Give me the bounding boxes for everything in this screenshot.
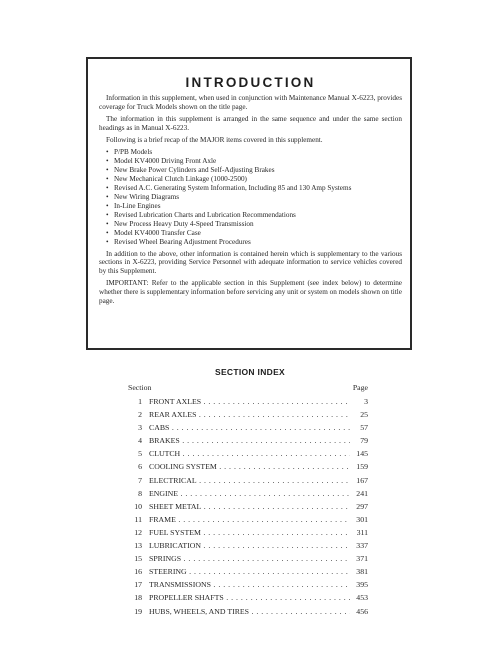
section-name: FUEL SYSTEM . . . [149, 526, 350, 539]
major-item [106, 229, 402, 238]
section-number: 17 [134, 580, 142, 590]
major-item [106, 166, 402, 175]
intro-paragraph: In addition to the above, other information is contained herein which is supplementary to the various sections in X-6223, providing Service Personnel with adequate information to service vehicles covered by this Supplement. [99, 249, 402, 276]
index-row[interactable] [128, 434, 368, 447]
bullet-icon: • [106, 183, 109, 192]
section-name: SPRINGS . . . [149, 552, 350, 565]
page-number: 297 [355, 500, 368, 513]
page-number: 381 [355, 565, 368, 578]
page-number: 311 [356, 526, 368, 539]
index-row[interactable] [128, 578, 368, 591]
major-item-label: Model KV4000 Driving Front Axle [114, 156, 217, 165]
bullet-icon: • [106, 219, 109, 228]
bullet-icon: • [106, 165, 109, 174]
page-number: 453 [355, 591, 368, 604]
major-item-label: Revised Lubrication Charts and Lubrication Recommendations [114, 210, 296, 219]
section-number: 13 [134, 541, 142, 551]
index-row[interactable] [128, 552, 368, 565]
page-number: 395 [355, 578, 368, 591]
introduction-title: INTRODUCTION [185, 75, 316, 90]
major-item-label: New Process Heavy Duty 4-Speed Transmission [114, 219, 254, 228]
section-name: CLUTCH . . . [149, 447, 350, 460]
major-item-label: New Wiring Diagrams [114, 192, 180, 201]
section-name: ENGINE . . . [149, 487, 350, 500]
section-number: 6 [138, 462, 142, 472]
index-row[interactable] [128, 565, 368, 578]
major-item [106, 238, 402, 247]
page-column-header: Page [352, 383, 368, 392]
major-item [106, 211, 402, 220]
bullet-icon: • [106, 147, 109, 156]
index-row[interactable] [128, 591, 368, 604]
major-item-label: New Brake Power Cylinders and Self-Adjusting Brakes [114, 165, 275, 174]
major-item-label: New Mechanical Clutch Linkage (1000-2500) [114, 174, 247, 183]
index-row[interactable] [128, 408, 368, 421]
major-item [106, 220, 402, 229]
major-item [106, 157, 402, 166]
section-name: LUBRICATION . . . [149, 539, 350, 552]
page-number: 145 [355, 447, 368, 460]
index-row[interactable] [128, 395, 368, 408]
major-item [106, 184, 402, 193]
page-number: 456 [355, 605, 368, 618]
major-item-label: In-Line Engines [114, 201, 161, 210]
page-number: 159 [355, 460, 368, 473]
section-number: 8 [138, 488, 142, 498]
section-name: PROPELLER SHAFTS . . . [149, 591, 350, 604]
page-number: 57 [359, 421, 368, 434]
page-number: 3 [363, 395, 368, 408]
major-item-label: P/PB Models [114, 147, 153, 156]
major-item [106, 202, 402, 211]
section-number: 16 [134, 567, 142, 577]
major-item [106, 175, 402, 184]
index-row[interactable] [128, 474, 368, 487]
index-row[interactable] [128, 526, 368, 539]
section-index-list [128, 395, 368, 618]
page-number: 301 [355, 513, 368, 526]
section-name: SHEET METAL . . . [149, 500, 350, 513]
bullet-icon: • [106, 156, 109, 165]
section-name: COOLING SYSTEM . . . [149, 460, 350, 473]
bullet-icon: • [106, 174, 109, 183]
section-number: 10 [134, 501, 142, 511]
index-row[interactable] [128, 513, 368, 526]
major-item [106, 193, 402, 202]
introduction-box [86, 57, 412, 350]
intro-paragraph: IMPORTANT: Refer to the applicable section in this Supplement (see index below) to determine whether there is supplementary information before servicing any unit or system on models shown on title page. [99, 279, 402, 306]
section-number: 1 [138, 397, 142, 406]
section-number: 15 [134, 554, 142, 564]
index-row[interactable] [128, 447, 368, 460]
section-name: ELECTRICAL . . . [149, 474, 350, 487]
section-name: BRAKES . . . [149, 434, 350, 447]
section-number: 12 [134, 527, 142, 537]
section-name: FRAME . . . [149, 513, 350, 526]
page-number: 337 [355, 539, 368, 552]
section-name: REAR AXLES . . . [149, 408, 350, 421]
section-number: 4 [138, 436, 142, 446]
page-number: 241 [355, 487, 368, 500]
index-row[interactable] [128, 421, 368, 434]
major-item-label: Model KV4000 Transfer Case [114, 228, 201, 237]
page-number: 79 [359, 434, 368, 447]
intro-paragraph: The information in this supplement is arranged in the same sequence and under the same section headings as in Manual X-6223. [99, 114, 402, 132]
section-index-title: SECTION INDEX [214, 367, 286, 377]
bullet-icon: • [106, 210, 109, 219]
intro-paragraph: Information in this supplement, when used in conjunction with Maintenance Manual X-6223, provides coverage for Truck Models shown on the title page. [99, 94, 402, 111]
index-row[interactable] [128, 500, 368, 513]
section-number: 5 [138, 449, 142, 459]
section-name: TRANSMISSIONS . . . [149, 578, 350, 591]
section-number: 7 [138, 475, 142, 485]
bullet-icon: • [106, 201, 109, 210]
intro-paragraph: Following is a brief recap of the MAJOR items covered in this supplement. [106, 135, 323, 144]
section-number: 3 [138, 423, 142, 433]
major-items-list [99, 148, 402, 247]
section-number: 18 [134, 593, 142, 603]
section-name: FRONT AXLES . . . [149, 395, 350, 408]
page-number: 371 [355, 552, 368, 565]
section-column-header: Section [128, 383, 152, 392]
section-number: 2 [138, 410, 142, 420]
bullet-icon: • [106, 192, 109, 201]
major-item-label: Revised A.C. Generating System Information, Including 85 and 130 Amp Systems [114, 183, 352, 192]
section-number: 11 [134, 514, 142, 524]
page-number: 25 [359, 408, 368, 421]
index-row[interactable] [128, 487, 368, 500]
major-item [106, 148, 402, 157]
page-number: 167 [355, 474, 368, 487]
section-name: STEERING . . . [149, 565, 350, 578]
index-row[interactable] [128, 539, 368, 552]
section-number: 19 [134, 606, 142, 616]
section-name: CABS . . . [149, 421, 350, 434]
section-name: HUBS, WHEELS, AND TIRES . . . [149, 605, 350, 618]
index-row[interactable] [128, 605, 368, 618]
major-item-label: Revised Wheel Bearing Adjustment Procedures [114, 237, 251, 246]
index-row[interactable] [128, 460, 368, 473]
bullet-icon: • [106, 237, 109, 246]
bullet-icon: • [106, 228, 109, 237]
